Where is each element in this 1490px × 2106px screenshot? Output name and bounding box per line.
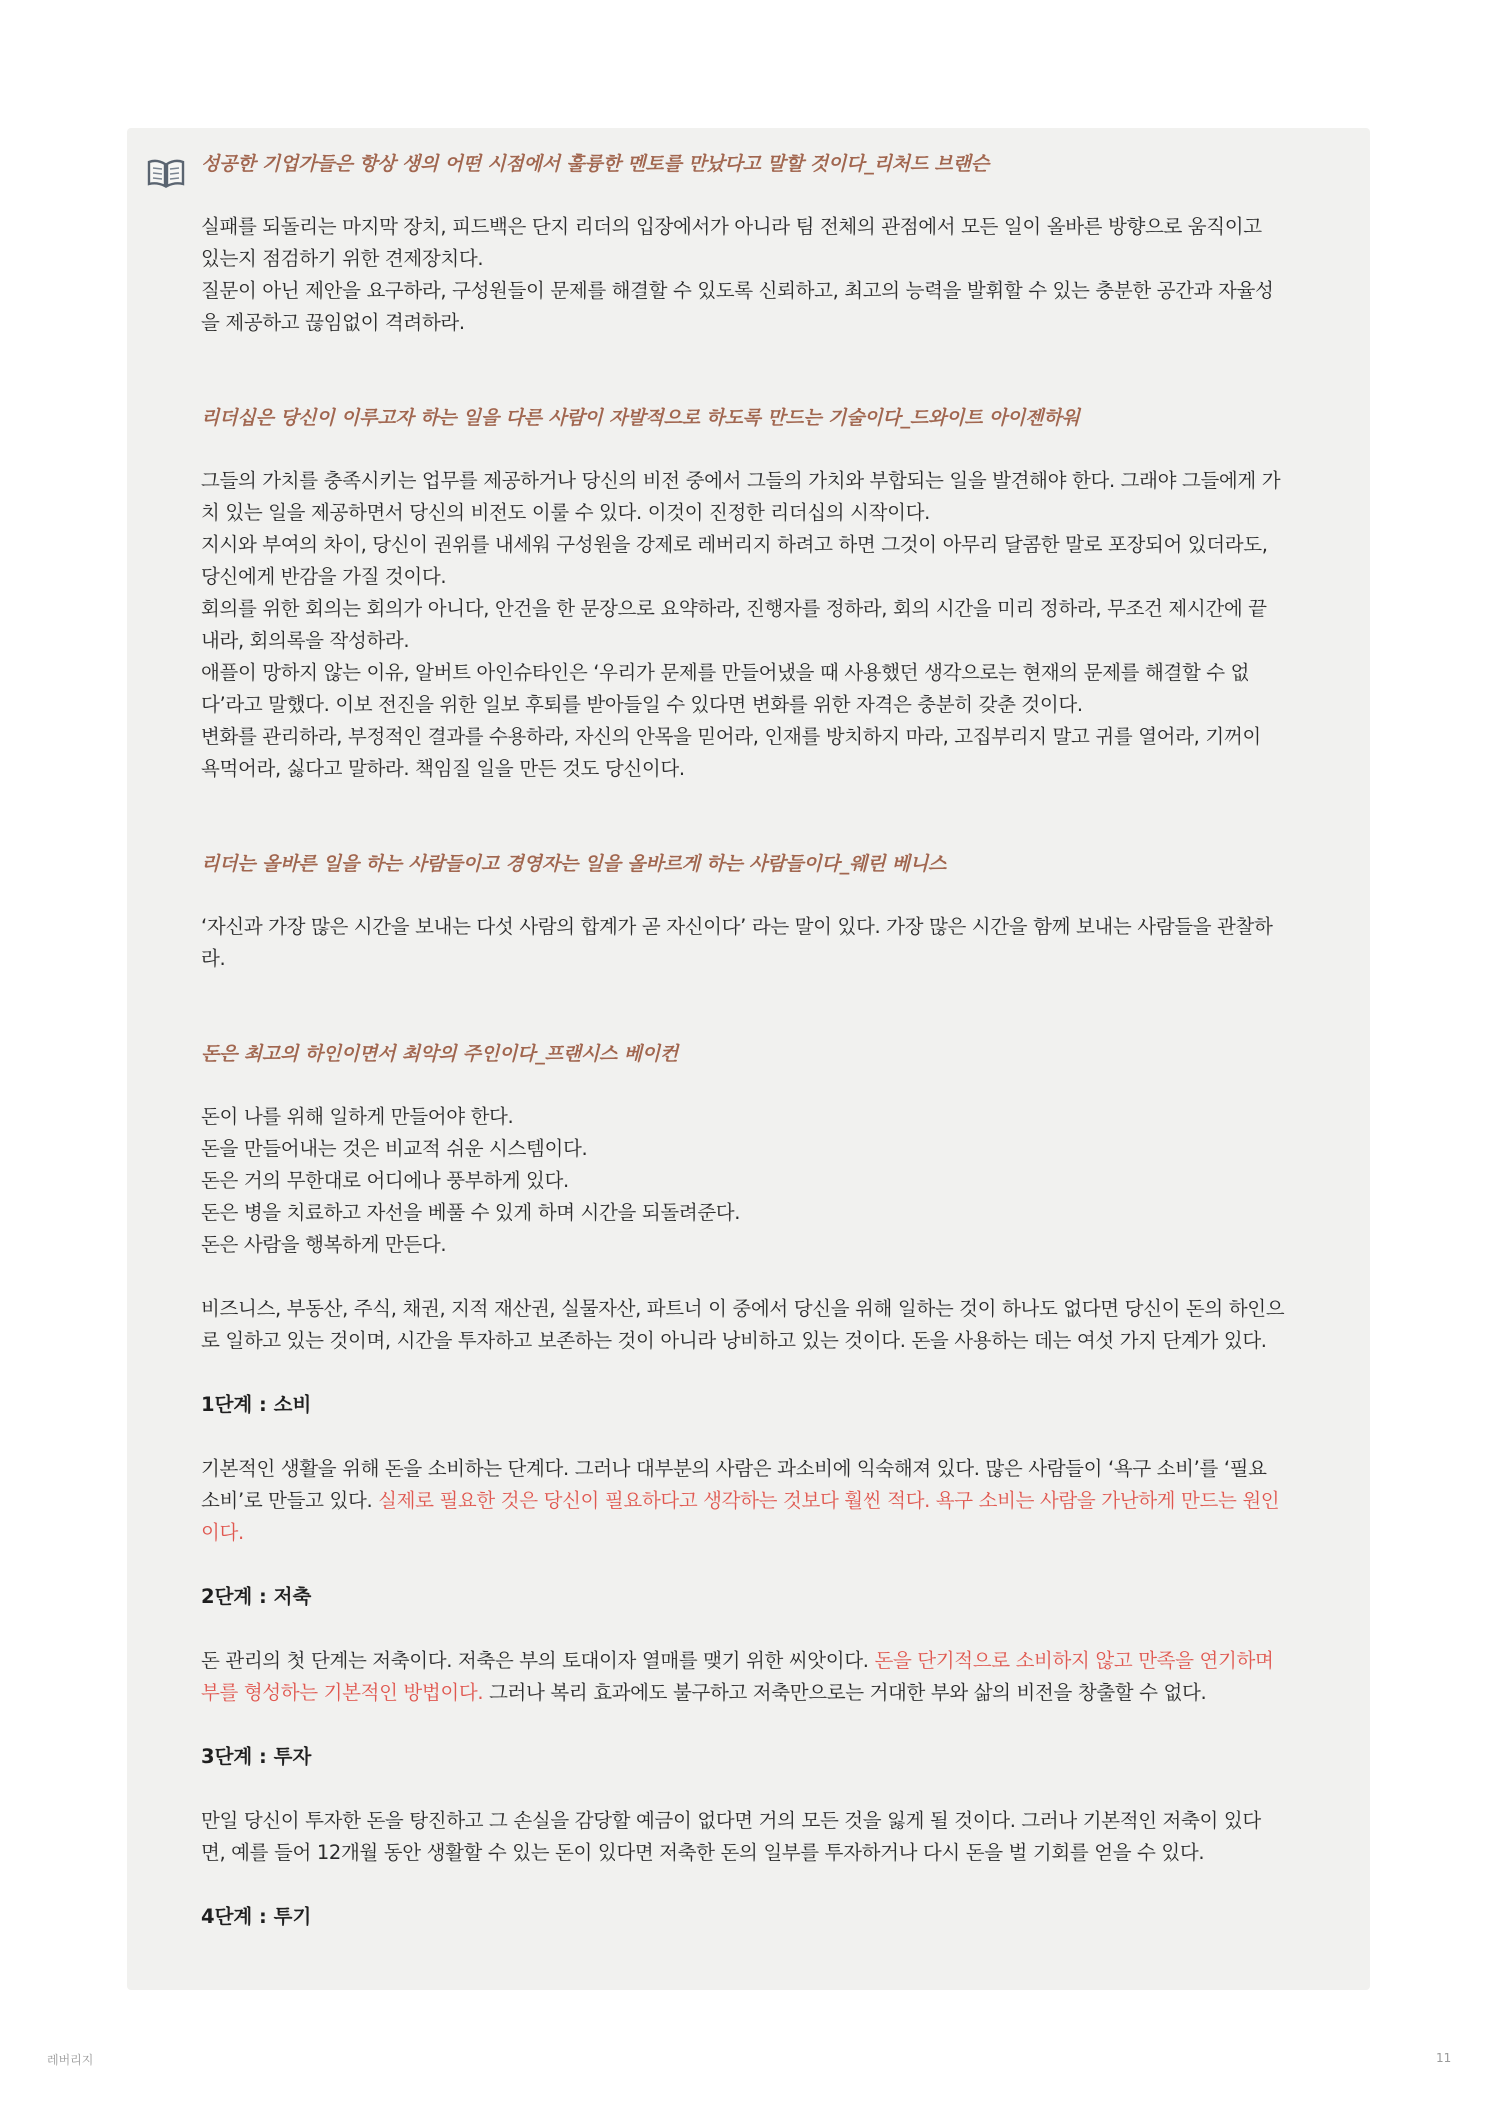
body-text: 소비’로 만들고 있다. [201,1489,379,1512]
body-line: 라. [201,947,226,970]
body-text: 돈 관리의 첫 단계는 저축이다. 저축은 부의 토대이자 열매를 맺기 위한 씨앗이다. [201,1649,875,1672]
body-line: 지시와 부여의 차이, 당신이 권위를 내세워 구성원을 강제로 레버리지 하려고 하면 그것이 아무리 달콤한 말로 포장되어 있더라도, [201,533,1268,556]
highlight-text: 이다. [201,1521,244,1544]
body-line: 기본적인 생활을 위해 돈을 소비하는 단계다. 그러나 대부분의 사람은 과소비에 익숙해져 있다. 많은 사람들이 ‘욕구 소비’를 ‘필요 [201,1457,1267,1480]
body-line [201,1645,1351,1677]
quote-heading: 리더는 올바른 일을 하는 사람들이고 경영자는 일을 올바르게 하는 사람들이다_웨린 베니스 [201,853,947,875]
body-line: 내라, 회의록을 작성하라. [201,629,410,652]
step-heading: 3단계 : 투자 [201,1745,312,1768]
body-line: 돈을 만들어내는 것은 비교적 쉬운 시스템이다. [201,1137,588,1160]
highlight-text: 돈을 단기적으로 소비하지 않고 만족을 연기하며 [874,1649,1274,1672]
quote-callout [127,128,1370,1990]
step-heading: 2단계 : 저축 [201,1585,312,1608]
quote-heading: 성공한 기업가들은 항상 생의 어떤 시점에서 훌륭한 멘토를 만났다고 말할 것이다_리처드 브랜슨 [201,153,989,175]
body-line: 실패를 되돌리는 마지막 장치, 피드백은 단지 리더의 입장에서가 아니라 팀 전체의 관점에서 모든 일이 올바른 방향으로 움직이고 [201,215,1262,238]
body-line: ‘자신과 가장 많은 시간을 보내는 다섯 사람의 합계가 곧 자신이다’ 라는 말이 있다. 가장 많은 시간을 함께 보내는 사람들을 관찰하 [201,915,1273,938]
body-line: 그들의 가치를 충족시키는 업무를 제공하거나 당신의 비전 중에서 그들의 가치와 부합되는 일을 발견해야 한다. 그래야 그들에게 가 [201,469,1281,492]
body-line: 돈이 나를 위해 일하게 만들어야 한다. [201,1105,514,1128]
body-line: 돈은 거의 무한대로 어디에나 풍부하게 있다. [201,1169,569,1192]
body-line: 돈은 사람을 행복하게 만든다. [201,1233,447,1256]
open-book-icon [147,156,185,190]
body-text: 그러나 복리 효과에도 불구하고 저축만으로는 거대한 부와 삶의 비전을 창출할 수 없다. [483,1681,1207,1704]
body-line: 다’라고 말했다. 이보 전진을 위한 일보 후퇴를 받아들일 수 있다면 변화를 위한 자격은 충분히 갖춘 것이다. [201,693,1083,716]
body-line: 당신에게 반감을 가질 것이다. [201,565,447,588]
step-heading: 1단계 : 소비 [201,1393,312,1416]
body-line: 변화를 관리하라, 부정적인 결과를 수용하라, 자신의 안목을 믿어라, 인재를 방치하지 마라, 고집부리지 말고 귀를 열어라, 기꺼이 [201,725,1261,748]
body-line: 만일 당신이 투자한 돈을 탕진하고 그 손실을 감당할 예금이 없다면 거의 모든 것을 잃게 될 것이다. 그러나 기본적인 저축이 있다 [201,1809,1261,1832]
step-heading: 4단계 : 투기 [201,1905,312,1928]
body-line: 면, 예를 들어 12개월 동안 생활할 수 있는 돈이 있다면 저축한 돈의 일부를 투자하거나 다시 돈을 벌 기회를 얻을 수 있다. [201,1841,1205,1864]
body-line: 욕먹어라, 싫다고 말하라. 책임질 일을 만든 것도 당신이다. [201,757,685,780]
highlight-text: 실제로 필요한 것은 당신이 필요하다고 생각하는 것보다 훨씬 적다. 욕구 소비는 사람을 가난하게 만드는 원인 [378,1489,1280,1512]
body-line: 로 일하고 있는 것이며, 시간을 투자하고 보존하는 것이 아니라 낭비하고 있는 것이다. 돈을 사용하는 데는 여섯 가지 단계가 있다. [201,1329,1267,1352]
body-line: 있는지 점검하기 위한 견제장치다. [201,247,484,270]
body-line: 애플이 망하지 않는 이유, 알버트 아인슈타인은 ‘우리가 문제를 만들어냈을 때 사용했던 생각으로는 현재의 문제를 해결할 수 없 [201,661,1250,684]
highlight-text: 부를 형성하는 기본적인 방법이다. [201,1681,484,1704]
body-line: 회의를 위한 회의는 회의가 아니다, 안건을 한 문장으로 요약하라, 진행자를 정하라, 회의 시간을 미리 정하라, 무조건 제시간에 끝 [201,597,1267,620]
footer-book-title: 레버리지 [47,2053,94,2067]
body-line: 비즈니스, 부동산, 주식, 채권, 지적 재산권, 실물자산, 파트너 이 중에서 당신을 위해 일하는 것이 하나도 없다면 당신이 돈의 하인으 [201,1297,1285,1320]
body-line: 돈은 병을 치료하고 자선을 베풀 수 있게 하며 시간을 되돌려준다. [201,1201,741,1224]
quote-heading: 돈은 최고의 하인이면서 최악의 주인이다_프랜시스 베이컨 [201,1043,679,1065]
quote-heading: 리더십은 당신이 이루고자 하는 일을 다른 사람이 자발적으로 하도록 만드는 기술이다_드와이트 아이젠하워 [201,407,1080,429]
page-number: 11 [1436,2051,1452,2065]
callout-content [201,149,1351,1933]
body-line: 질문이 아닌 제안을 요구하라, 구성원들이 문제를 해결할 수 있도록 신뢰하고, 최고의 능력을 발휘할 수 있는 충분한 공간과 자율성 [201,279,1274,302]
body-line: 을 제공하고 끊임없이 격려하라. [201,311,465,334]
body-line [201,1485,1351,1517]
body-line [201,1677,1351,1709]
body-line: 치 있는 일을 제공하면서 당신의 비전도 이룰 수 있다. 이것이 진정한 리더십의 시작이다. [201,501,930,524]
